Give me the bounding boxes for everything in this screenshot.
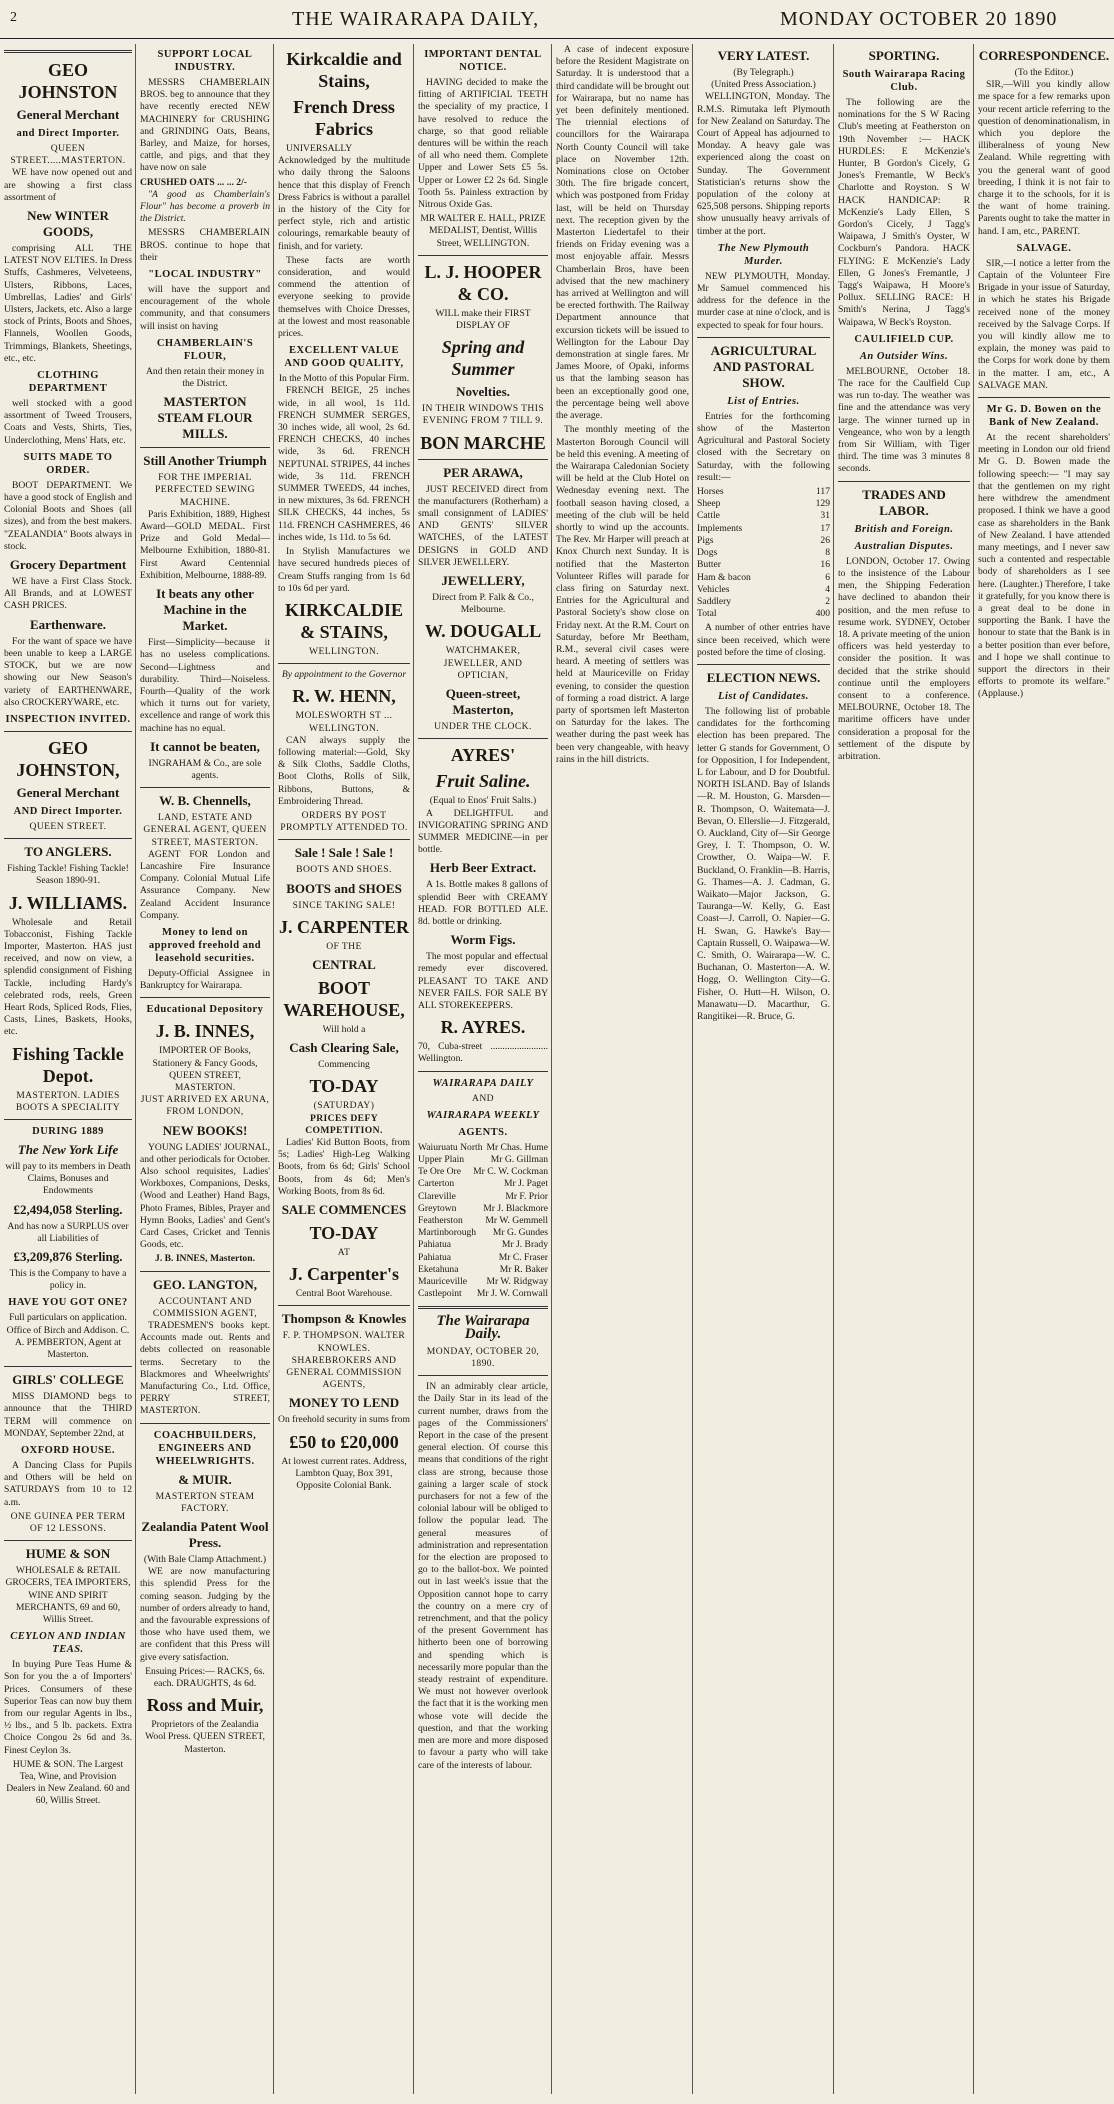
ad-subtitle: OF THE: [326, 940, 362, 952]
ad-body: And then retain their money in the District.: [145, 365, 265, 390]
ad-subtitle: AND Direct Importer.: [13, 805, 123, 817]
ad-subtitle: ACCOUNTANT AND COMMISSION AGENT,: [152, 1295, 258, 1319]
ad-footer: Ross and Muir,: [146, 1695, 264, 1716]
ad-body: well stocked with a good assortment of Tweed Trousers, Coats and Vests, Shirts, Ties, Underclothing, Mens' Hats, etc.: [4, 398, 132, 446]
column-6: [693, 44, 834, 2094]
agent-row: [418, 1191, 548, 1203]
agent-row: [418, 1227, 548, 1239]
section-subtitle: An Outsider Wins.: [859, 350, 949, 362]
entry-count: 17: [820, 522, 830, 534]
agent-name: Mr C. W. Cockman: [473, 1166, 548, 1178]
agent-place: Mauriceville: [418, 1275, 468, 1287]
column-1: [0, 44, 136, 2094]
agent-place: Martinborough: [418, 1227, 477, 1239]
news-body: MELBOURNE, October 18. The race for the Caulfield Cup was run to-day. The weather was fine and the attendance was very large. The winner turned up in Vengeance, who won by a length from Sir William, with Tiger third. The time was 3 minutes 8 seconds.: [838, 365, 970, 475]
ad-subtitle: and Direct Importer.: [16, 128, 120, 139]
entry-row: [697, 523, 830, 535]
ad-title: COACHBUILDERS, ENGINEERS AND WHEELWRIGHTS.: [153, 1429, 257, 1467]
section-subtitle: British and Foreign.: [854, 523, 954, 535]
masthead-rule: [0, 38, 1114, 39]
ad-title: AND: [472, 1092, 494, 1104]
ad-title: KIRKCALDIE & STAINS,: [284, 599, 404, 642]
entry-row: [697, 584, 830, 596]
ad-body: will have the support and encouragement of the whole community, and that consumers will insist on having: [140, 284, 270, 332]
ad-footer: HUME & SON. The Largest Tea, Wine, and Provision Dealers in New Zealand. 60 and 60, Willis Street.: [6, 1758, 130, 1807]
ad-heading: Fishing Tackle Depot.: [12, 1043, 124, 1086]
agent-row: [418, 1142, 548, 1154]
agent-name: Mr J. Paget: [504, 1178, 548, 1190]
entry-row: [697, 510, 830, 522]
ad-title: GEO JOHNSTON: [18, 60, 118, 102]
news-body: NEW PLYMOUTH, Monday. Mr Samuel commenced his address for the defence in the murder case at nine o'clock, and is expected to speak for four hours.: [697, 270, 830, 331]
ad-title: GEO. LANGTON,: [152, 1276, 258, 1292]
ad-subtitle: General Merchant: [16, 107, 120, 122]
section-title: ELECTION NEWS.: [706, 669, 821, 685]
entry-category: Ham & bacon: [697, 571, 751, 583]
entry-category: Pigs: [697, 534, 714, 546]
ad-subtitle: PRICES DEFY COMPETITION.: [305, 1112, 383, 1136]
entry-row: [697, 486, 830, 498]
ad-amount: £3,209,876 Sterling.: [13, 1248, 123, 1264]
ad-title: Thompson & Knowles: [281, 1311, 407, 1327]
ad-footer: At lowest current rates. Address, Lambton Quay, Box 391, Opposite Colonial Bank.: [281, 1455, 407, 1492]
agent-place: Clareville: [418, 1190, 456, 1202]
ad-location: Queen-street, Masterton,: [445, 686, 521, 718]
ad-body: will pay to its members in Death Claims, Bonuses and Endowments: [5, 1160, 131, 1197]
ad-body: Paris Exhibition, 1889, Highest Award—GOLD MEDAL. First Prize and Gold Medal—Melbourne Exhibition, 1880-81. First Award Centennial Exhibition, Melbourne, 1888-89.: [140, 508, 270, 581]
agent-name: Mr J. W. Cornwall: [476, 1288, 548, 1300]
agent-row: [418, 1154, 548, 1166]
ad-note: (Equal to Enos' Fruit Salts.): [429, 795, 537, 807]
ad-heading: MONEY TO LEND: [288, 1395, 400, 1411]
ad-subtitle: FOR THE IMPERIAL PERFECTED SEWING MACHINE.: [155, 472, 255, 508]
agent-name: Mr G. Gillman: [490, 1153, 548, 1165]
ad-heading: Cash Clearing Sale,: [289, 1040, 399, 1056]
agent-place: Castlepoint: [418, 1288, 462, 1300]
entry-category: Sheep: [697, 498, 721, 510]
entry-row: [697, 559, 830, 571]
ad-heading: Worm Figs.: [450, 932, 516, 948]
section-title: CORRESPONDENCE.: [978, 48, 1110, 63]
news-body: WELLINGTON, Monday. The R.M.S. Rimutaka left Plymouth for New Zealand on Saturday. The Court of Appeal has adjourned to Monday. A heavy gale was experienced along the coast on Sunday. The Government Statistician's returns show the population of the colony at 625,508 persons. Shipping reports show unusually heavy arrivals of timber at the port.: [697, 91, 830, 237]
ad-body: MESSRS CHAMBERLAIN BROS. continue to hope that their: [140, 227, 270, 263]
agent-row: [418, 1178, 548, 1190]
section-subtitle: Australian Disputes.: [854, 540, 954, 552]
ad-name: R. W. HENN,: [292, 686, 396, 707]
ad-body: comprising ALL THE LATEST NOV ELTIES. In Dress Stuffs, Cashmeres, Velveteens, Ulsters, Ribbons, Laces, Umbrellas, Ladies' and Girls' Ulsters, Jackets, etc. Also a large stock of Prints, Boots and Shoes, Flannels, Woollen Goods, Trimmings, Blankets, Sheetings, etc., etc.: [4, 243, 133, 364]
agent-row: [418, 1203, 548, 1215]
ad-heading: NEW BOOKS!: [162, 1122, 248, 1138]
ad-amount: £2,494,058 Sterling.: [13, 1201, 123, 1217]
ad-title: L. J. HOOPER & CO.: [424, 261, 542, 304]
news-body: The following list of probable candidates for the forthcoming election has been prepared. The letter G stands for Government, O for Opposition, I for Independent, L for Labour, and D for Doubtful. NORTH ISLAND. Bay of Islands—R. M. Houston, G. Marsden—R. Thompson, O. Waitemata—J. Bevan, O. Ellerslie—J. Fitzgerald, O. Auckland, City of—Sir George Grey, I. T. Thompson, O. W. Crowther, O. Waipa—W. F. Buckland, O. Franklin—B. Harris, G. Thames—A. J. Cadman, G. Waikato—Major Jackson, G. Tauranga—W. Kelly, G. East Coast—J. Carroll, O. Napier—G. H. Swan, G. Hawke's Bay—Captain Russell, O. Waipawa—W. C. Smith, O. Wairarapa—W. C. Buchanan, O. Masterton—A. W. Hogg, O. Wellington City—G. Fisher, O. Hutt—H. Wilson, O. Manawatu—D. Macarthur, G. Rangitikei—R. Bruce, G.: [697, 705, 830, 1022]
entry-count: 6: [825, 571, 830, 583]
ad-heading: AGENTS.: [458, 1126, 508, 1138]
ad-heading: Money to lend on approved freehold and leasehold securities.: [148, 926, 262, 964]
ad-subtitle: IMPORTER OF Books, Stationery & Fancy Goods, QUEEN STREET, MASTERTON.: [152, 1045, 258, 1093]
editorial-body: The monthly meeting of the Masterton Borough Council will be held this evening. A meeting of the Wairarapa Caledonian Society will be held at the Club Hotel on Wednesday evening next. The football season having closed, a meeting of the club will be held shortly to wind up the accounts. The Rev. Mr Harper will preach at Knox Church next Sunday. It is notified that the Masterton Volunteer Rifles will parade for class firing on Saturday next. Entries for the Agricultural and Pastoral Society's show close on Friday next. At the R.M. Court on Saturday, before Mr Beetham, R.M., several civil cases were heard. A meeting of settlers was held at Mauriceville on Friday evening, to consider the question of forming a road district. A large party of sportsmen left Masterton on Saturday for the lakes. The weather during the past week has been very changeable, with heavy rains in the hill districts.: [556, 424, 689, 765]
entry-count: 31: [820, 510, 830, 522]
entry-count: 117: [815, 486, 830, 498]
ad-body: YOUNG LADIES' JOURNAL, and other periodicals for October. Also school requisites, Ladies' Workboxes, Companions, Desks, (Wood and Leather) Hand Bags, Photo Frames, Bibles, Prayer and Hymn Books, Ladies' and Gent's Card Cases, Cricket and Tennis Goods, etc.: [140, 1141, 270, 1251]
entry-row: [697, 596, 830, 608]
ad-body: These facts are worth consideration, and would commend the attention of everyone seeking to provide themselves with Choice Dresses, at the lowest and most reasonable prices.: [278, 254, 410, 340]
agent-place: Te Ore Ore: [418, 1166, 462, 1178]
entry-category: Total: [697, 608, 717, 620]
ad-body: WE have a First Class Stock. All Brands, and at LOWEST CASH PRICES.: [4, 576, 132, 612]
ad-price: CRUSHED OATS ... ... 2/-: [140, 176, 247, 188]
section-title: Mr G. D. Bowen on the Bank of New Zealand.: [986, 404, 1102, 429]
editorial-body: A case of indecent exposure before the Resident Magistrate on Saturday. It is understood that a third candidate will be brought out for Wairarapa, but no name has yet been definitely mentioned. The triennial elections of councillors for the Wairarapa North County Council will take place on November 12th. Nominations close on October 30th. The fire brigade concert, which was postponed from Friday last, will be held on Thursday next. The reception given by the Masterton Liedertafel to their friends on Friday evening was a most enjoyable affair. Messrs Chamberlain Bros, have been advised that the new machinery has arrived at Wellington and will be erected forthwith. The Railway Department announce that excursion tickets will be issued to Wellington for the Labour Day demonstration at single fares. Mr James Moore, of Opaki, informs us that the lambing season has been an exceptionally good one, the percentage being well above the average.: [556, 44, 689, 422]
section-subtitle: (By Telegraph.): [733, 67, 794, 78]
ad-subtitle: Commencing: [318, 1059, 370, 1071]
ad-heading: French Dress Fabrics: [293, 97, 395, 139]
agent-place: Featherston: [418, 1214, 463, 1226]
section-title: SALVAGE.: [1016, 242, 1072, 254]
ad-title: W. B. Chennells,: [159, 793, 251, 809]
ad-location: QUEEN STREET.: [29, 820, 107, 832]
section-subtitle: (To the Editor.): [1014, 67, 1074, 78]
ad-heading: INSPECTION INVITED.: [5, 713, 131, 725]
ad-name: J. CARPENTER: [278, 916, 409, 937]
ad-footer: MASTERTON. LADIES BOOTS A SPECIALITY: [15, 1089, 121, 1113]
ad-location: WELLINGTON.: [308, 645, 380, 657]
agent-name: Mr C. Fraser: [498, 1251, 548, 1263]
ad-subtitle: AT: [337, 1246, 351, 1258]
entry-category: Horses: [697, 486, 724, 498]
ad-body: Ladies' Kid Button Boots, from 5s; Ladies' High-Leg Walking Boots, from 6s 6d; Girls' School Boots, from 4s 6d; Men's Working Boots, from 8s 6d.: [278, 1136, 410, 1197]
ad-name: J. WILLIAMS.: [8, 892, 128, 913]
agent-name: Mr Chas. Hume: [486, 1141, 548, 1153]
notice-title: IMPORTANT DENTAL NOTICE.: [424, 49, 542, 73]
ad-body: JUST RECEIVED direct from the manufacturers (Rotherham) a small consignment of LADIES' AND GENTS' SILVER WATCHES, of the LATEST DESIGNS in GOLD AND SILVER JEWELLERY.: [418, 483, 548, 568]
agent-name: Mr W. Gemmell: [485, 1214, 548, 1226]
agent-row: [418, 1252, 548, 1264]
ad-body: TRADESMEN'S books kept. Accounts made out. Rents and debts collected on reasonable terms. Secretary to the Blackmores and Wheelwrights' Manufacturing Co., Ltd. Office, PERRY STREET, MASTERTON.: [140, 1320, 270, 1417]
notice-signature: MR WALTER E. HALL, PRIZE MEDALIST, Dentist, Willis Street, WELLINGTON.: [420, 213, 546, 249]
agent-row: [418, 1166, 548, 1178]
ad-location: QUEEN STREET.....MASTERTON.: [10, 143, 126, 167]
ad-body: WILL make their FIRST DISPLAY OF: [435, 307, 531, 332]
entries-table: [697, 486, 830, 620]
agents-list: [418, 1142, 548, 1301]
section-title: The New Plymouth Murder.: [717, 242, 810, 267]
ad-body: AGENT FOR London and Lancashire Fire Insurance Company. Colonial Mutual Life Assurance Company. New Zealand Accident Insurance Company.: [140, 848, 270, 921]
ad-title: AYRES': [450, 745, 516, 766]
agent-row: [418, 1288, 548, 1300]
ad-title: PER ARAWA,: [443, 464, 523, 480]
ad-heading: EXCELLENT VALUE AND GOOD QUALITY,: [284, 345, 404, 370]
ad-subtitle: Will hold a: [322, 1023, 366, 1035]
ad-location: MOLESWORTH ST ... WELLINGTON.: [295, 710, 393, 734]
ad-body: In buying Pure Teas Hume & Son for you the a of Importers' Prices. Consumers of these Superior Teas can now buy them from our regular Agents in lbs., ½ lbs., and 5 lb. packets. Extra Choice Congou 2s 6d and 3s. Finest Ceylon 3s.: [4, 1659, 132, 1756]
ad-name: & MUIR.: [178, 1471, 232, 1487]
ad-body: And has now a SURPLUS over all Liabilities of: [7, 1220, 129, 1244]
ad-heading: BOOT WAREHOUSE,: [283, 977, 405, 1020]
letter-body: SIR,—Will you kindly allow me space for a few remarks upon your recent article referring to the question of denominationalism, in which you deplore the illiberalness of young New Zealand. While regretting with you the general want of good breeding, I think it is not fair to charge it to the schools, for it is the want of home training. Parents ought to take the matter in hand. I am, etc., PARENT.: [978, 79, 1110, 237]
ad-subtitle: In the Motto of this Popular Firm.: [278, 373, 410, 385]
ad-title: WAIRARAPA WEEKLY: [426, 1109, 540, 1121]
entry-count: 400: [815, 608, 830, 620]
ad-name: R. AYRES.: [440, 1017, 526, 1038]
section-subtitle: South Wairarapa Racing Club.: [842, 69, 966, 93]
ad-footer: Central Boot Warehouse.: [295, 1288, 393, 1300]
entry-count: 4: [825, 583, 830, 595]
section-title: CAULIFIELD CUP.: [854, 333, 954, 345]
ad-subtitle: F. P. THOMPSON. WALTER KNOWLES.: [282, 1330, 406, 1354]
ad-body: This is the Company to have a policy in.: [9, 1267, 127, 1292]
ad-body: A DELIGHTFUL and INVIGORATING SPRING AND SUMMER MEDICINE—in per bottle.: [418, 807, 548, 856]
ad-title: Sale ! Sale ! Sale !: [294, 845, 394, 861]
ad-body: Deputy-Official Assignee in Bankruptcy for Wairarapa.: [140, 967, 270, 992]
ad-title: GIRLS' COLLEGE: [12, 1372, 124, 1388]
ad-footer: ONE GUINEA PER TERM OF 12 LESSONS.: [10, 1510, 126, 1535]
ad-heading: CEYLON AND INDIAN TEAS.: [10, 1631, 126, 1656]
ad-heading: Grocery Department: [9, 557, 127, 573]
entry-row: [697, 547, 830, 559]
ad-body: A Dancing Class for Pupils and Others will be held on SATURDAYS from 10 to 12 a.m.: [4, 1460, 132, 1508]
ad-subtitle: SHAREBROKERS AND GENERAL COMMISSION AGENTS,: [286, 1354, 402, 1391]
newspaper-title: THE WAIRARAPA DAILY,: [292, 8, 540, 30]
section-title: VERY LATEST.: [717, 48, 810, 63]
ad-body: CAN always supply the following material:—Gold, Sky & Silk Cloths, Saddle Cloths, Boot Cloths, Rolls of Silk, Ribbons, Buttons, & Embroidering Thread.: [278, 734, 410, 807]
agent-name: Mr F. Prior: [505, 1190, 548, 1202]
ad-subtitle: JUST ARRIVED EX ARUNA, FROM LONDON,: [140, 1094, 270, 1118]
ad-heading: "LOCAL INDUSTRY": [148, 269, 262, 281]
ad-body: The most popular and effectual remedy ever discovered. PLEASANT TO TAKE AND NEVER FAILS. FOR SALE BY ALL STOREKEEPERS.: [418, 951, 548, 1011]
entry-count: 129: [815, 498, 830, 510]
agent-name: Mr W. Ridgway: [486, 1275, 548, 1287]
column-7: [834, 44, 974, 2094]
ad-subtitle: SINCE TAKING SALE!: [292, 899, 396, 911]
ad-heading: SALE COMMENCES: [281, 1201, 407, 1217]
paper-date: MONDAY, OCTOBER 20, 1890.: [426, 1345, 540, 1369]
ad-title: Still Another Triumph: [143, 453, 267, 469]
agent-row: [418, 1215, 548, 1227]
ad-subtitle: LAND, ESTATE AND GENERAL AGENT, QUEEN STREET, MASTERTON.: [143, 812, 267, 848]
ad-body: WE are now manufacturing this splendid Press for the coming season. Judging by the number of orders already to hand, and the favourable expressions of those who have used them, we are confident that this Press will give every satisfaction.: [140, 1566, 271, 1663]
ad-body: For the want of space we have been unable to keep a LARGE STOCK, but we are now showing our New Season's variety of EARTHENWARE, also CROCKERYWARE, etc.: [4, 635, 132, 708]
entry-count: 26: [820, 534, 830, 546]
ad-name: J. Carpenter's: [289, 1264, 399, 1285]
ad-body: Wholesale and Retail Tobacconist, Fishing Tackle Importer, Masterton. HAS just received, and now on view, a splendid consignment of Fishing Tackle, including Hardy's celebrated rods, reels, Green Heart Rods, Spliced Rods, Flies, Casts, Lines, Baskets, Hooks, etc.: [4, 916, 132, 1038]
ad-heading: OXFORD HOUSE.: [20, 1445, 115, 1456]
ad-footer: Proprietors of the Zealandia Wool Press. QUEEN STREET, Masterton.: [145, 1719, 265, 1755]
agent-name: Mr R. Baker: [499, 1263, 548, 1275]
agent-place: Waiuruatu North: [418, 1141, 483, 1153]
ad-heading: HAVE YOU GOT ONE?: [8, 1297, 128, 1309]
ad-name: J. B. INNES,: [155, 1021, 255, 1042]
agent-place: Pahiatua: [418, 1239, 452, 1251]
ad-body: On freehold security in sums from: [278, 1414, 410, 1426]
entry-category: Butter: [697, 559, 721, 571]
entry-row: [697, 608, 830, 620]
section-subtitle: List of Entries.: [727, 395, 800, 407]
entry-category: Cattle: [697, 510, 720, 522]
ad-footer: INGRAHAM & Co., are sole agents.: [148, 757, 262, 781]
ad-title: GEO JOHNSTON,: [16, 737, 120, 780]
ad-heading: It beats any other Machine in the Market.: [156, 586, 254, 634]
ad-name: BON MARCHE: [420, 432, 546, 453]
ad-footer: J. B. INNES, Masterton.: [155, 1253, 255, 1265]
ad-footer: Full particulars on application. Office of Birch and Addison. C. A. PEMBERTON, Agent at Masterton.: [6, 1312, 130, 1360]
column-8: [974, 44, 1114, 2094]
ad-subtitle: (SATURDAY): [313, 1100, 375, 1112]
ad-body: First—Simplicity—because it has no useless complications. Second—Lightness and durability. Third—Noiseless. Fourth—Quality of the work which it turns out for variety, excellence and range of work this machine has no equal.: [140, 637, 270, 734]
section-subtitle: (United Press Association.): [711, 79, 816, 91]
agent-name: Mr J. Brady: [501, 1239, 548, 1251]
agent-place: Carterton: [418, 1178, 455, 1190]
masthead: [0, 0, 1114, 40]
entry-category: Saddlery: [697, 595, 732, 607]
ad-footer: MASTERTON STEAM FLOUR MILLS.: [157, 394, 253, 442]
news-body: The following are the nominations for the S W Racing Club's meeting at Featherston on 19th November :— HACK HURDLES: E McKenzie's Hunter, B Gordon's Cicely, G Jones's Fremantle, W Beck's Charlotte and Royston. S W HACK HANDICAP: R McKenzie's Lady Ellen, S Gordon's Cicely, J Tagg's Waipawa, J Smith's Oyster, W Cockburn's Pandora. HACK FLYING: E McKenzie's Lady Ellen, G Jones's Fremantle, J Tagg's Waipawa, H Moore's Pollux. SELLING RACE: H Smith's Nerina, J Tagg's Waipawa, W Beck's Royston.: [838, 97, 970, 328]
ad-subtitle: WATCHMAKER, JEWELLER, AND OPTICIAN,: [443, 645, 523, 681]
ad-heading: TO-DAY: [309, 1222, 379, 1243]
entry-row: [697, 572, 830, 584]
page-number: 2: [10, 10, 17, 25]
agent-place: Greytown: [418, 1202, 457, 1214]
letter-body: SIR,—I notice a letter from the Captain of the Volunteer Fire Brigade in your issue of Saturday, in which he states his Brigade received none of the money received by the Salvage Corps. If you will kindly allow me to explain, the money was paid to the Corps for work done by them in the matter. I am, etc., A SALVAGE MAN.: [978, 257, 1110, 391]
ad-footer: ORDERS BY POST PROMPTLY ATTENDED TO.: [280, 809, 408, 834]
entry-row: [697, 535, 830, 547]
news-body: Entries for the forthcoming show of the Masterton Agricultural and Pastoral Society closed with the Secretary on Saturday, with the following result:—: [697, 410, 830, 483]
news-body: At the recent shareholders' meeting in London our old friend Mr G. D. Bowen made the following speech:— "I may say that the gentlemen on my right here withdrew the amendment proposed. I think we have a good case as shareholders in the Bank of New Zealand. I have attended many meetings, and I never saw such a contented and respectable body of shareholders as I see here. (Laughter.) Therefore, I take it gratefully, for you know there is a great deal to be done in supporting the Bank. I have the honour to state that the Bank is in a better position than ever before, and I hope we shall continue to support the directors in their efforts to promote its welfare." (Applause.): [978, 432, 1110, 700]
entry-count: 8: [825, 547, 830, 559]
ad-body: In Stylish Manufactures we have secured hundreds pieces of Cream Stuffs ranging from 1s 6d to 10s 6d per yard.: [278, 546, 410, 594]
ad-heading: New WINTER GOODS,: [27, 208, 109, 240]
entry-category: Dogs: [697, 547, 718, 559]
ad-body: MISS DIAMOND begs to announce that the THIRD TERM will commence on MONDAY, September 22nd, at: [4, 1391, 132, 1439]
ad-heading: Fruit Saline.: [435, 771, 531, 792]
ad-amount: £50 to £20,000: [289, 1431, 399, 1452]
ad-subtitle: Direct from P. Falk & Co., Melbourne.: [432, 592, 534, 616]
ad-subtitle: WHOLESALE & RETAIL GROCERS, TEA IMPORTERS, WINE AND SPIRIT MERCHANTS, 69 and 60, Willis Street.: [5, 1565, 131, 1626]
ad-name: W. DOUGALL: [424, 621, 542, 642]
section-title: AGRICULTURAL AND PASTORAL SHOW.: [710, 342, 817, 390]
ad-title: TO ANGLERS.: [24, 844, 112, 860]
column-4: [414, 44, 552, 2094]
ad-location: 70, Cuba-street ........................ Wellington.: [418, 1041, 548, 1065]
ad-title: HUME & SON: [25, 1546, 111, 1562]
ad-heading: Earthenware.: [30, 616, 106, 632]
ad-title: DURING 1889: [32, 1125, 104, 1137]
agent-name: Mr G. Gundes: [492, 1227, 548, 1239]
ad-subtitle: BOOTS AND SHOES.: [296, 864, 392, 876]
ad-list: FRENCH BEIGE, 25 inches wide, in all wool, 1s 11d. FRENCH SUMMER SERGES, 30 inches wide, all wool, 2s 6d. FRENCH CHECKS, 40 inches wide, 3s 6d. FRENCH NEPTUNAL STRIPES, 44 inches wide, 3s 11d. FRENCH SUMMER TWEEDS, 44 inches, in new mixtures, 3s 6d. FRENCH SILK CHECKS, 44 inches, 5s 11d. FRENCH CASHMERES, 46 inches wide, 1s 11d. to 5s 6d.: [278, 385, 410, 543]
editorial-body: IN an admirably clear article, the Daily Star in its lead of the current number, draws from the pages of the Commissioners' Report in the case of the present general election. Of course this means that conditions of the right class are strong, because those gaining a larger scale of stock purchasers for not a few of the colonial labour will be obliged to follow the popular lead. The general measures of administration and representation for the election are proposed to go to the ballot-box. We pointed out in last week's issue that the Opposition cannot hope to carry the country on a mere cry of retrenchment, and that the policy of the present Government has hitherto been one of borrowing and spending which is necessarily more popular than the steady restraint of expenditure. We must not however overlook the fact that it is the working men whose vote will decide the question, and that the working men are more and more disposed to favour a party who will take care of the interests of labour.: [418, 1381, 548, 1771]
ad-heading: It cannot be beaten,: [150, 738, 260, 754]
news-body: LONDON, October 17. Owing to the insistence of the Labour men, the Shipping Federation have declined to abandon their position, and the men refuse to resume work. SYDNEY, October 18. A private meeting of the union officers was held yesterday to consider the position. It was decided that the strike should continue until the employers consent to a conference. MELBOURNE, October 18. The maritime officers have under consideration a proposal for the settlement of the dispute by arbitration.: [838, 555, 970, 762]
agent-row: [418, 1276, 548, 1288]
agent-name: Mr J. Blackmore: [483, 1202, 548, 1214]
ad-subtitle: MASTERTON STEAM FACTORY.: [155, 1490, 255, 1514]
paper-title: The Wairarapa Daily.: [436, 1313, 530, 1342]
notice-body: HAVING decided to make the fitting of ARTIFICIAL TEETH the speciality of my practice, I have resolved to reduce the charge, so that good reliable dentures will be within the reach of all who need them. Complete Upper and Lower Sets £5 5s. Upper or Lower £2 2s 6d. Single Tooth 5s. Painless extraction by Nitrous Oxide Gas.: [418, 77, 548, 211]
ad-heading: Novelties.: [456, 384, 510, 400]
ad-title: Kirkcaldie and Stains,: [286, 49, 402, 91]
agent-place: Pahiatua: [418, 1251, 452, 1263]
column-3: [274, 44, 414, 2094]
ad-body: UNIVERSALLY Acknowledged by the multitude who daily throng the Saloons hence that this display of French Dress Fabrics is without a parallel in the history of the City for perfect style, rich and artistic colourings, remarkable beauty of finish, and for variety.: [278, 143, 410, 252]
column-2: [136, 44, 274, 2094]
ad-body: MESSRS CHAMBERLAIN BROS. beg to announce that they have recently erected NEW MACHINERY for CRUSHING and GRINDING Oats, Beans, Barley, and Maize, for horses, cattle, and pigs, and that they have now on sale: [140, 77, 270, 174]
ad-prices: Ensuing Prices:— RACKS, 6s. each. DRAUGHTS, 4s 6d.: [145, 1665, 265, 1690]
ad-heading: CLOTHING DEPARTMENT: [28, 370, 108, 395]
ad-subtitle: General Merchant: [16, 784, 120, 800]
agent-place: Upper Plain: [418, 1153, 465, 1165]
section-title: TRADES AND LABOR.: [862, 486, 946, 518]
ad-heading: Zealandia Patent Wool Press.: [141, 1519, 269, 1551]
ad-subtitle: UNDER THE CLOCK.: [434, 721, 532, 733]
entry-row: [697, 498, 830, 510]
ad-heading: CHAMBERLAIN'S FLOUR,: [156, 337, 254, 362]
section-title: SPORTING.: [868, 48, 940, 63]
ad-heading: BOOTS and SHOES: [286, 880, 402, 896]
ad-title: WAIRARAPA DAILY: [432, 1077, 534, 1089]
ad-subtitle: Fishing Tackle! Fishing Tackle! Season 1890-91.: [7, 863, 129, 887]
news-body: A number of other entries have since been received, which were posted before the time of closing.: [697, 622, 830, 658]
column-5: [552, 44, 693, 2094]
ad-title: SUPPORT LOCAL INDUSTRY.: [157, 49, 253, 73]
entry-category: Vehicles: [697, 583, 730, 595]
ad-body: BOOT DEPARTMENT. We have a good stock of English and Colonial Boots and Shoes (all sizes), and from the best makers. "ZEALANDIA" Boots always in stock.: [4, 479, 132, 552]
entry-category: Implements: [697, 522, 743, 534]
ad-heading: TO-DAY: [309, 1076, 379, 1097]
agent-row: [418, 1264, 548, 1276]
ad-heading: CENTRAL: [312, 956, 376, 972]
issue-date: MONDAY OCTOBER 20 1890: [780, 8, 1058, 30]
ad-subtitle: (With Bale Clamp Attachment.): [143, 1554, 267, 1566]
ad-heading: SUITS MADE TO ORDER.: [23, 451, 113, 476]
ad-heading: JEWELLERY,: [441, 573, 525, 589]
ad-heading: Spring and Summer: [441, 337, 525, 380]
ad-subtitle: IN THEIR WINDOWS THIS EVENING FROM 7 TILL 9.: [421, 403, 545, 427]
ad-body: A 1s. Bottle makes 8 gallons of splendid Beer with CREAMY HEAD. FOR BOTTLED ALE. 8d. bottle or drinking.: [418, 879, 548, 927]
agent-place: Eketahuna: [418, 1263, 459, 1275]
entry-count: 2: [825, 595, 830, 607]
ad-title: Educational Depository: [146, 1004, 264, 1016]
ad-heading: Herb Beer Extract.: [429, 860, 537, 876]
ad-appointment: By appointment to the Governor: [281, 669, 407, 681]
agent-row: [418, 1239, 548, 1251]
ad-body: WE have now opened out and are showing a first class assortment of: [4, 167, 132, 203]
section-subtitle: List of Candidates.: [718, 690, 809, 702]
entry-count: 16: [820, 559, 830, 571]
ad-quote: "A good as Chamberlain's Flour" has become a proverb in the District.: [140, 188, 270, 225]
ad-heading: The New York Life: [17, 1141, 119, 1157]
